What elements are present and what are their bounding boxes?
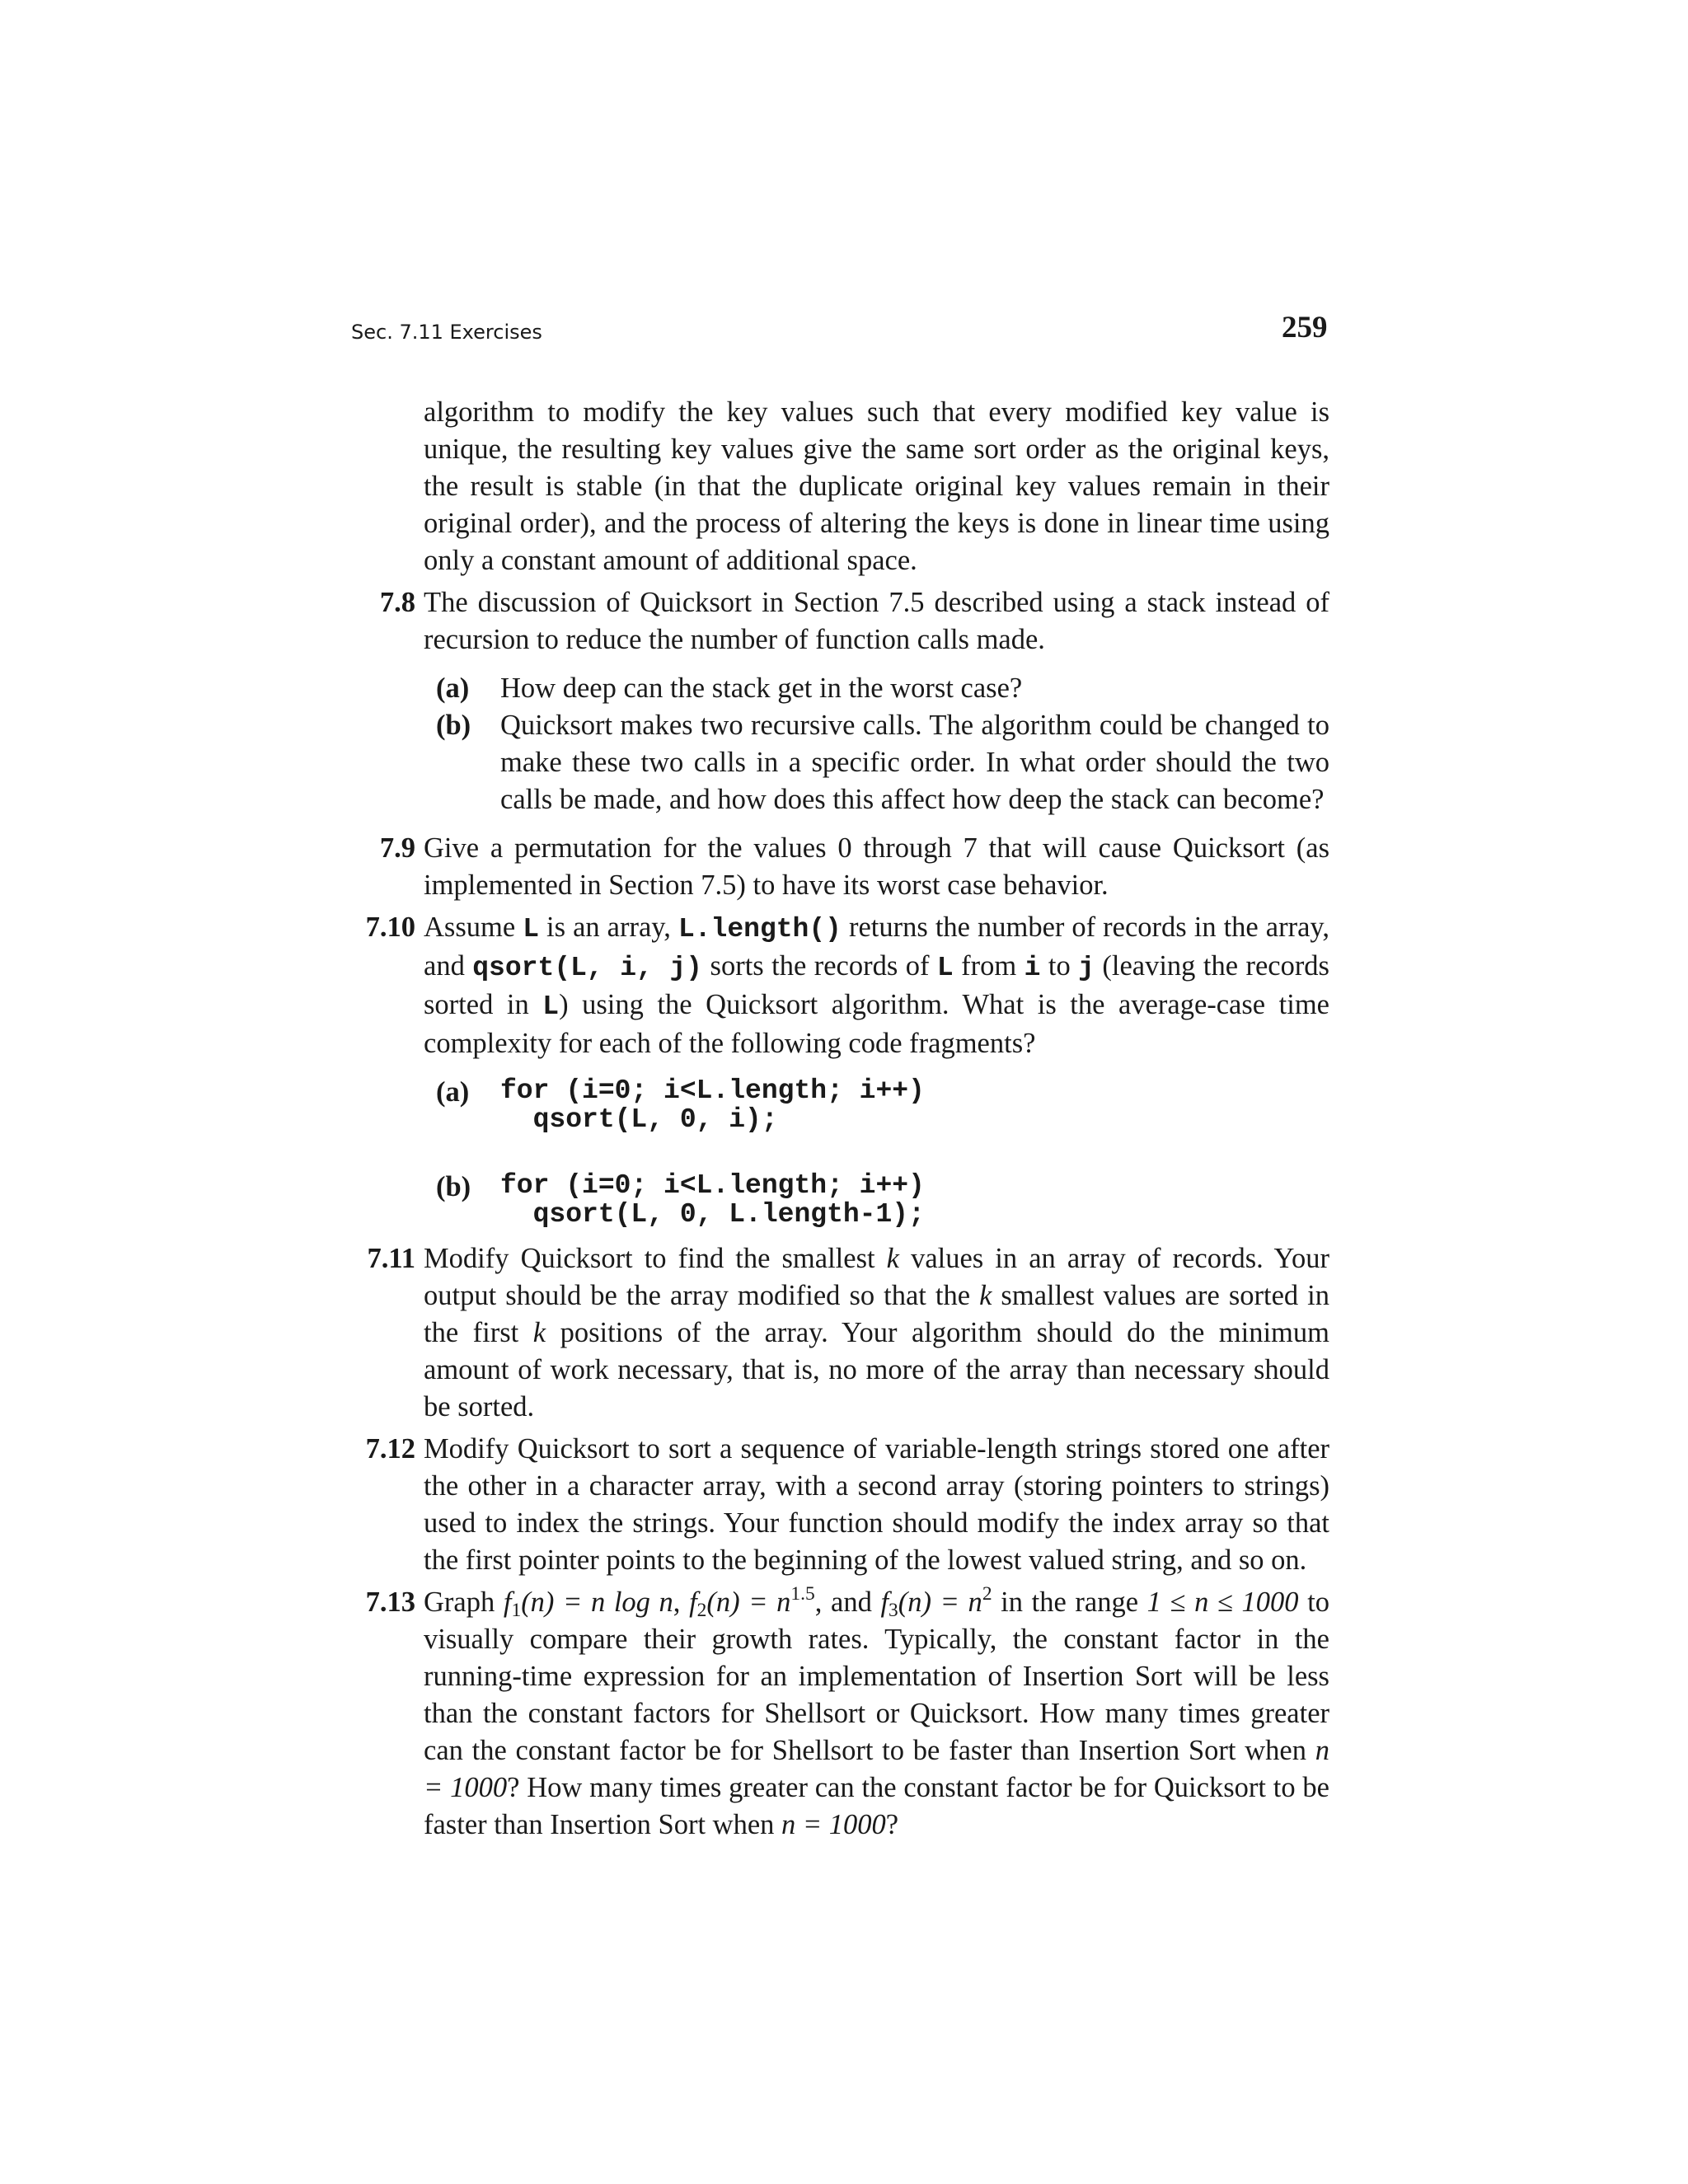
math-equation: n = 1000 bbox=[424, 1735, 1329, 1803]
text-run: Graph bbox=[424, 1586, 504, 1618]
exercise-text bbox=[424, 1240, 1329, 1426]
exercise-7-8 bbox=[353, 584, 1329, 818]
exercise-number: 7.8 bbox=[379, 587, 415, 618]
exercise-text: Give a permutation for the values 0 through 7 that will cause Quicksort (as implemented in Section 7.5) to have its worst case behavior. bbox=[424, 832, 1329, 901]
text-run: from bbox=[953, 950, 1025, 982]
math-subscript: 3 bbox=[889, 1599, 898, 1621]
exercise-text: The discussion of Quicksort in Section 7.5 described using a stack instead of recursion to reduce the number of function calls made. bbox=[424, 587, 1329, 655]
exercise-7-12 bbox=[353, 1431, 1329, 1579]
text-run: ) using the Quicksort algorithm. What is the average-case time complexity for each of the following code fragments? bbox=[424, 989, 1329, 1059]
text-run: ? How many times greater can the constant factor be for Quicksort to be faster than Insertion Sort when bbox=[424, 1772, 1329, 1840]
math-expression: (n) = n log n bbox=[521, 1586, 673, 1618]
exercise-7-9 bbox=[353, 830, 1329, 904]
text-run: to bbox=[1040, 950, 1079, 982]
text-run: values in an array of records. Your output should be the array modified so that the bbox=[424, 1243, 1329, 1311]
page-body bbox=[353, 394, 1329, 1844]
inline-code: qsort(L, i, j) bbox=[472, 953, 703, 983]
subquestion-label: (a) bbox=[436, 673, 470, 704]
text-run: Modify Quicksort to find the smallest bbox=[424, 1243, 887, 1274]
text-run: positions of the array. Your algorithm should do the minimum amount of work necessary, that is, no more of the array than necessary should be sorted. bbox=[424, 1317, 1329, 1422]
exercise-text bbox=[424, 909, 1329, 1062]
subquestion-text: Quicksort makes two recursive calls. The algorithm could be changed to make these two calls in a specific order. In what order should the two calls be made, and how does this affect how deep the stack can become? bbox=[500, 710, 1329, 815]
exercise-number: 7.12 bbox=[365, 1433, 415, 1465]
text-run: sorts the records of bbox=[702, 950, 937, 982]
exercise-number: 7.9 bbox=[379, 832, 415, 864]
subquestion-label: (b) bbox=[436, 710, 471, 741]
math-subscript: 2 bbox=[696, 1599, 707, 1621]
math-function: f bbox=[503, 1586, 512, 1618]
math-range: 1 ≤ n ≤ 1000 bbox=[1146, 1586, 1299, 1618]
exercise-text bbox=[424, 1584, 1329, 1844]
exercise-number: 7.11 bbox=[367, 1243, 415, 1274]
subquestion-b bbox=[436, 707, 1329, 818]
subquestion-b bbox=[436, 1169, 1329, 1229]
text-run: is an array, bbox=[539, 912, 678, 943]
subquestion-a bbox=[436, 670, 1329, 707]
text-run: to visually compare their growth rates. Typically, the constant factor in the running-time expression for an implementation of Insertion Sort will be less than the constant factors for Shellsort or Quicksort. How many times greater can the constant factor be for Shellsort to be faster than Insertion Sort when bbox=[424, 1586, 1330, 1766]
exercise-7-11 bbox=[353, 1240, 1329, 1426]
math-function: f bbox=[689, 1586, 697, 1618]
subquestion-list bbox=[436, 1074, 1329, 1229]
inline-code: L bbox=[936, 953, 954, 983]
math-expression: (n) = n bbox=[706, 1586, 791, 1618]
text-run: (leaving the records sorted in bbox=[424, 950, 1329, 1020]
math-equation: n = 1000 bbox=[781, 1809, 886, 1840]
math-expression: (n) = n bbox=[898, 1586, 982, 1618]
inline-code: L bbox=[542, 991, 560, 1022]
subquestion-list bbox=[436, 670, 1329, 818]
text-run: in the range bbox=[992, 1586, 1147, 1618]
text-run: , and bbox=[814, 1586, 881, 1618]
inline-code: i bbox=[1024, 953, 1041, 983]
math-subscript: 1 bbox=[511, 1599, 522, 1621]
text-run: ? bbox=[885, 1809, 899, 1840]
text-run: , bbox=[673, 1586, 690, 1618]
math-exponent: 2 bbox=[982, 1582, 992, 1605]
math-variable: k bbox=[886, 1243, 899, 1274]
subquestion-label: (b) bbox=[436, 1171, 471, 1202]
subquestion-text: How deep can the stack get in the worst case? bbox=[500, 673, 1023, 704]
exercise-number: 7.10 bbox=[365, 912, 415, 943]
exercise-7-7-continuation: algorithm to modify the key values such that every modified key value is unique, the resulting key values give the same sort order as the original keys, the result is stable (in that the duplicate original key values remain in their original order), and the process of altering the keys is done in linear time using only a constant amount of additional space. bbox=[424, 396, 1329, 576]
math-variable: k bbox=[979, 1280, 992, 1311]
running-header: Sec. 7.11 Exercises bbox=[351, 321, 542, 344]
text-run: returns the number of records in the array, and bbox=[424, 912, 1330, 982]
exercise-number: 7.13 bbox=[365, 1586, 415, 1618]
exercise-7-10 bbox=[353, 909, 1329, 1229]
code-fragment: for (i=0; i<L.length; i++) qsort(L, 0, L.length-1); bbox=[500, 1170, 925, 1230]
subquestion-label: (a) bbox=[436, 1076, 470, 1108]
exercise-text: Modify Quicksort to sort a sequence of variable-length strings stored one after the other in a character array, with a second array (storing pointers to strings) used to index the strings. Your function should modify the index array so that the first pointer points to the beginning of the lowest valued string, and so on. bbox=[424, 1433, 1329, 1576]
code-fragment: for (i=0; i<L.length; i++) qsort(L, 0, i); bbox=[500, 1076, 925, 1135]
text-run: Assume bbox=[424, 912, 523, 943]
inline-code: L.length() bbox=[678, 914, 842, 944]
page-number: 259 bbox=[1282, 311, 1328, 344]
math-function: f bbox=[880, 1586, 889, 1618]
subquestion-a bbox=[436, 1074, 1329, 1134]
text-run: smallest values are sorted in the first bbox=[424, 1280, 1329, 1348]
inline-code: j bbox=[1078, 953, 1095, 983]
inline-code: L bbox=[523, 914, 540, 944]
math-exponent: 1.5 bbox=[790, 1582, 815, 1605]
exercise-7-13 bbox=[353, 1584, 1329, 1844]
math-variable: k bbox=[532, 1317, 546, 1348]
